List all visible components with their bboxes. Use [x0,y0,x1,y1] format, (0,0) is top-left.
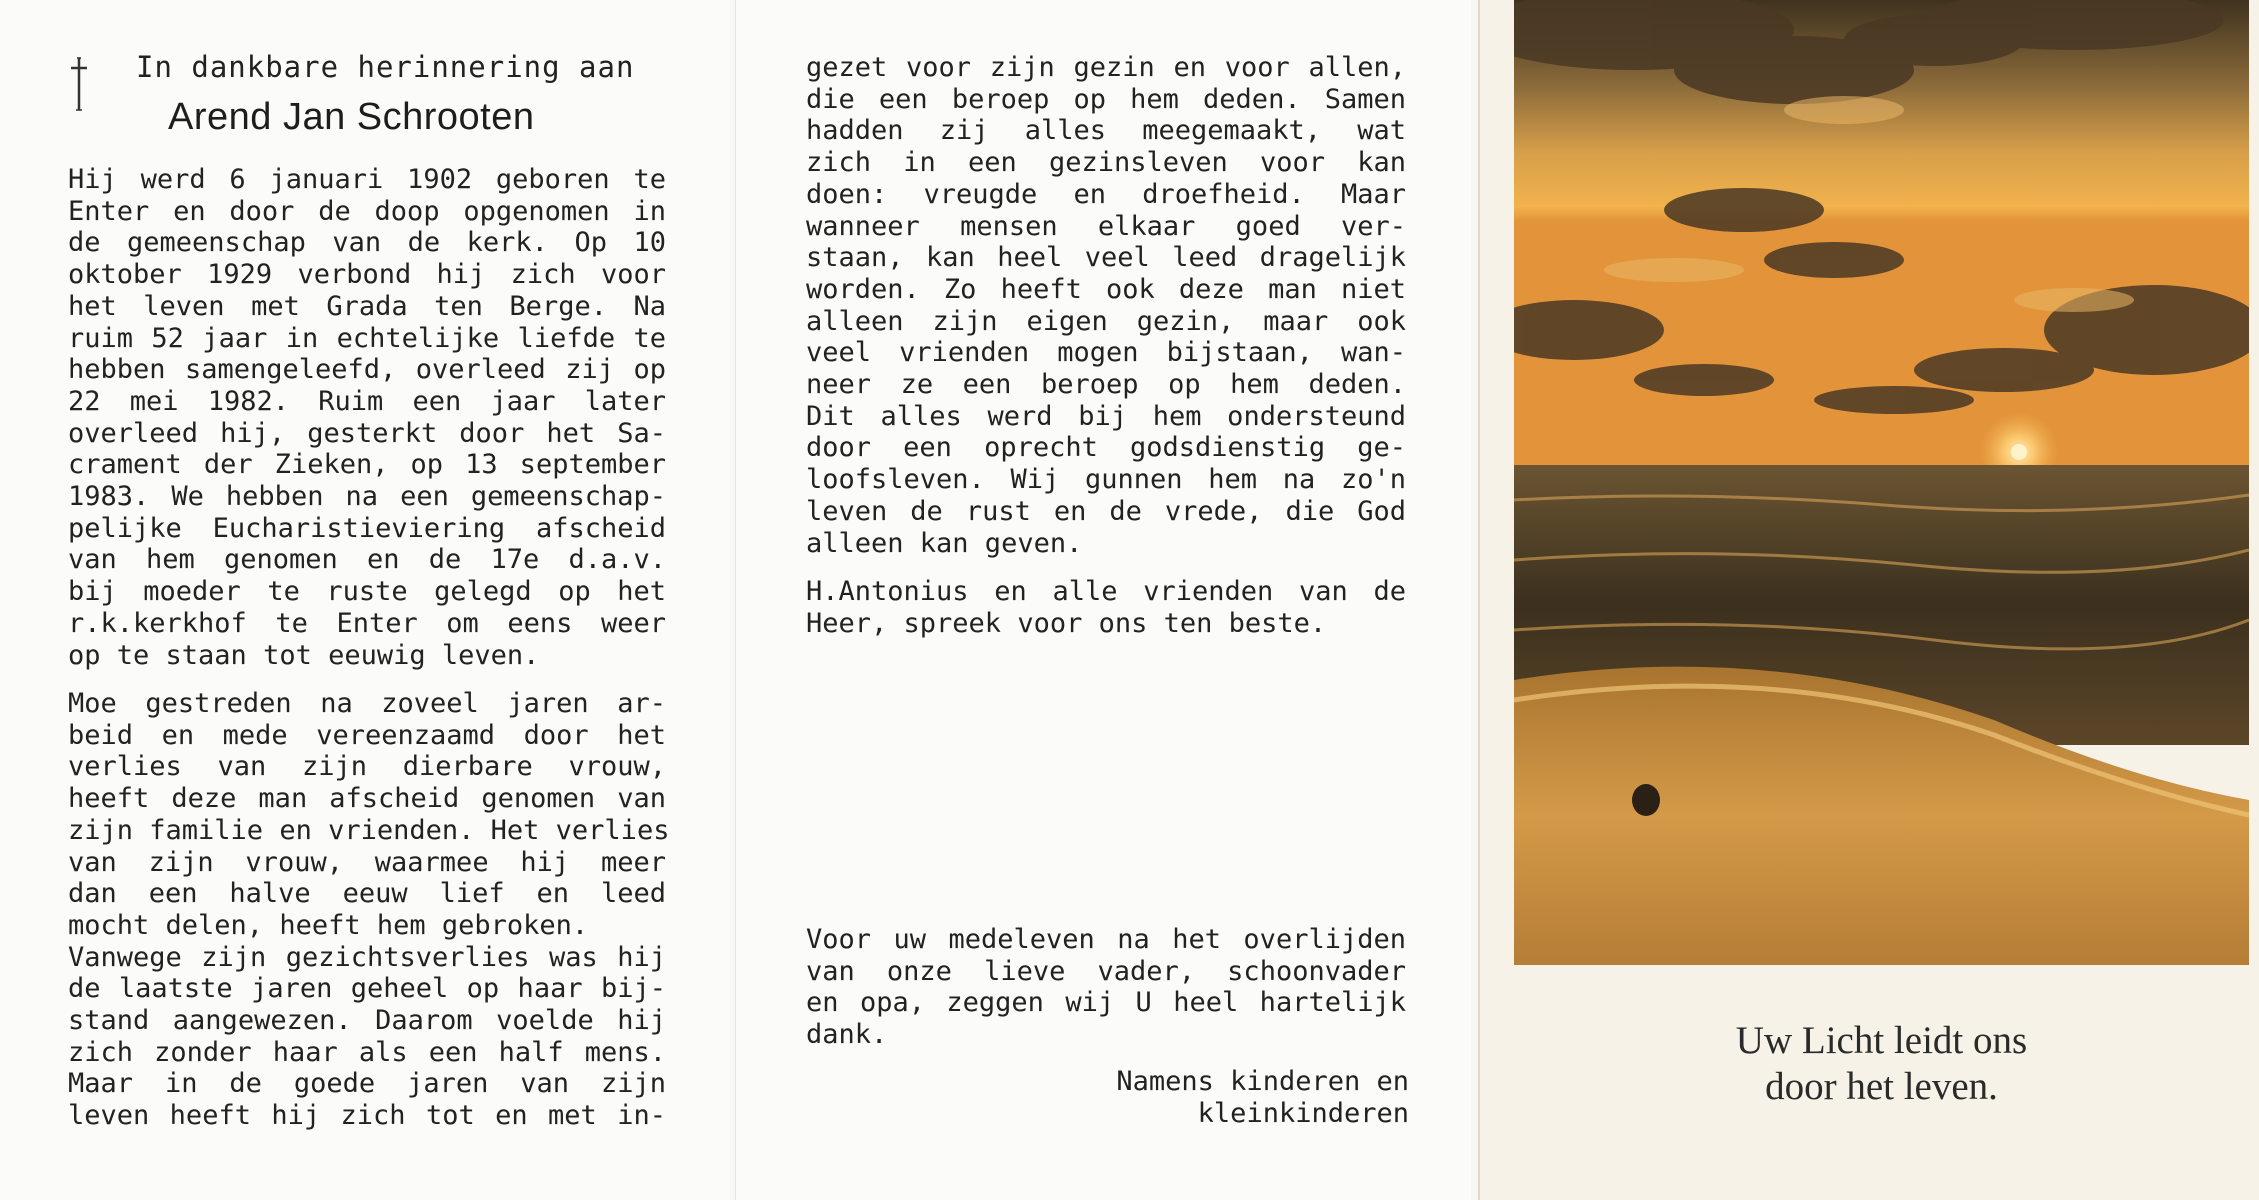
text-line: van hem genomen en de 17e d.a.v. [68,544,666,576]
text-line: mocht delen, heeft hem gebroken. [68,909,589,941]
motto-line: door het leven. [1765,1065,1998,1108]
text-line: stand aangewezen. Daarom voelde hij [68,1005,666,1037]
text-line: en opa, zeggen wij U heel hartelijk [806,987,1406,1019]
text-line: door een oprecht godsdienstig ge- [806,432,1406,464]
text-line: Heer, spreek voor ons ten beste. [806,607,1327,639]
text-line: zijn familie en vrienden. Het verlies [68,814,670,846]
text-line: Vanwege zijn gezichtsverlies was hij [68,941,666,973]
text-line: bij moeder te ruste gelegd op het [68,576,666,608]
text-line: Dit alles werd bij hem ondersteund [806,400,1406,432]
intro-text: In dankbare herinnering aan [136,50,635,84]
text-line: veel vrienden mogen bijstaan, wan- [806,337,1406,369]
text-line: hebben samengeleefd, overleed zij op [68,354,666,386]
text-line: die een beroep op hem deden. Samen [806,83,1406,115]
text-line: leven heeft hij zich tot en met in- [68,1100,666,1132]
text-line: doen: vreugde en droefheid. Maar [806,178,1406,210]
text-line: gezet voor zijn gezin en voor allen, [806,52,1406,83]
cross-icon [68,56,90,112]
text-line: leven de rust en de vrede, die God [806,495,1406,527]
middle-panel [735,0,1471,1200]
left-panel [0,0,730,1200]
memorial-paragraph [68,688,670,1132]
signature-line: kleinkinderen [1197,1097,1409,1129]
text-line: alleen zijn eigen gezin, maar ook [806,305,1406,337]
text-line: heeft deze man afscheid genomen van [68,783,666,815]
text-line: Hij werd 6 januari 1902 geboren te [68,164,666,195]
text-line: verlies van zijn dierbare vrouw, [68,751,666,783]
text-line: ruim 52 jaar in echtelijke liefde te [68,322,666,354]
text-line: neer ze een beroep op hem deden. [806,369,1406,401]
text-line: zich zonder haar als een half mens. [68,1036,666,1068]
text-line: staan, kan heel veel leed dragelijk [806,242,1406,274]
text-line: Moe gestreden na zoveel jaren ar- [68,688,666,719]
text-line: hadden zij alles meegemaakt, wat [806,115,1406,147]
text-line: oktober 1929 verbond hij zich voor [68,259,666,291]
text-line: van onze lieve vader, schoonvader [806,955,1406,987]
motto-line: Uw Licht leidt ons [1735,1019,2028,1062]
text-line: Maar in de goede jaren van zijn [68,1068,666,1100]
text-line: overleed hij, gesterkt door het Sa- [68,417,666,449]
text-line: dan een halve eeuw lief en leed [68,878,666,910]
deceased-name: Arend Jan Schrooten [168,96,535,138]
text-line: r.k.kerkhof te Enter om eens weer [68,607,666,639]
text-line: 22 mei 1982. Ruim een jaar later [68,385,666,417]
biography-paragraph [68,164,666,671]
text-line: beid en mede vereenzaamd door het [68,719,666,751]
text-line: de gemeenschap van de kerk. Op 10 [68,227,666,259]
text-line: H.Antonius en alle vrienden van de [806,576,1406,607]
text-line: wanneer mensen elkaar goed ver- [806,210,1406,242]
text-line: Enter en door de doop opgenomen in [68,195,666,227]
text-line: Voor uw medeleven na het overlijden [806,924,1406,955]
text-line: 1983. We hebben na een gemeenschap- [68,481,666,513]
text-line: loofsleven. Wij gunnen hem na zo'n [806,464,1406,496]
text-line: alleen kan geven. [806,527,1083,559]
text-line: op te staan tot eeuwig leven. [68,639,540,671]
thanks-paragraph [806,924,1406,1051]
text-line: zich in een gezinsleven voor kan [806,147,1406,179]
text-line: crament der Zieken, op 13 september [68,449,666,481]
sunset-beach-photo [1514,0,2249,965]
prayer-paragraph [806,576,1406,639]
text-line: worden. Zo heeft ook deze man niet [806,273,1406,305]
continuation-paragraph [806,52,1406,559]
signature [1116,1066,1409,1129]
signature-line: Namens kinderen en [1116,1066,1409,1097]
text-line: het leven met Grada ten Berge. Na [68,290,666,322]
text-line: de laatste jaren geheel op haar bij- [68,973,666,1005]
right-panel [1478,0,2259,1200]
text-line: pelijke Eucharistieviering afscheid [68,512,666,544]
text-line: van zijn vrouw, waarmee hij meer [68,846,666,878]
text-line: dank. [806,1019,888,1051]
motto-text [1514,1018,2249,1110]
